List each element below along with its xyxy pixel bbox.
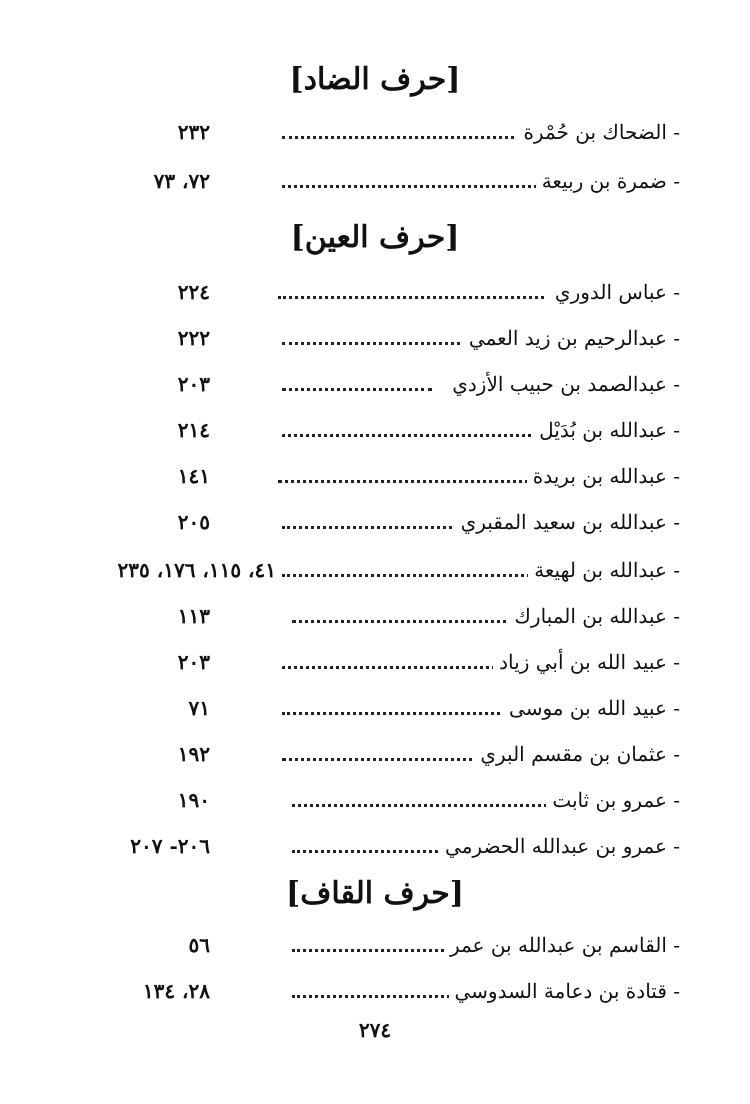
leader-dots bbox=[282, 136, 532, 139]
entry-pages: ٢٠٣ bbox=[177, 650, 210, 674]
entry-pages: ١١٣ bbox=[177, 604, 210, 628]
index-entry bbox=[0, 502, 750, 542]
entry-pages: ٧١ bbox=[188, 696, 210, 720]
index-entry bbox=[0, 642, 750, 682]
index-entry bbox=[0, 550, 750, 590]
index-entry bbox=[0, 826, 750, 866]
leader-dots bbox=[278, 296, 544, 299]
entry-pages: ٢٠٣ bbox=[177, 372, 210, 396]
index-entry bbox=[0, 410, 750, 450]
index-entry bbox=[0, 925, 750, 965]
entry-pages: ٧٢، ٧٣ bbox=[153, 169, 210, 193]
index-entry bbox=[0, 112, 750, 152]
index-entry bbox=[0, 688, 750, 728]
entry-name: - عبدالرحيم بن زيد العمي bbox=[463, 318, 680, 358]
index-entry bbox=[0, 734, 750, 774]
entry-name: - عبدالله بن بُدَيْل bbox=[533, 410, 680, 450]
leader-dots bbox=[292, 949, 462, 952]
leader-dots bbox=[292, 620, 532, 623]
leader-dots bbox=[278, 480, 536, 483]
leader-dots bbox=[282, 758, 492, 761]
leader-dots bbox=[282, 434, 537, 437]
entry-pages: ٢٣٢ bbox=[177, 120, 210, 144]
leader-dots bbox=[292, 995, 462, 998]
entry-pages: ٢٠٦- ٢٠٧ bbox=[130, 834, 210, 858]
entry-name: - قتادة بن دعامة السدوسي bbox=[449, 971, 681, 1011]
section-heading-dad: [حرف الضاد] bbox=[289, 62, 461, 97]
entry-pages: ٤١، ١١٥، ١٧٦، ٢٣٥ bbox=[117, 558, 276, 582]
index-entry bbox=[0, 596, 750, 636]
leader-dots bbox=[282, 388, 432, 391]
entry-pages: ١٩٢ bbox=[177, 742, 210, 766]
section-heading-qaf: [حرف القاف] bbox=[286, 876, 464, 911]
entry-name: - عبدالله بن سعيد المقبري bbox=[455, 502, 680, 542]
index-entry bbox=[0, 161, 750, 201]
index-entry bbox=[0, 780, 750, 820]
index-entry bbox=[0, 272, 750, 312]
entry-pages: ١٤١ bbox=[177, 464, 210, 488]
entry-pages: ٢٨، ١٣٤ bbox=[142, 979, 210, 1003]
leader-dots bbox=[282, 574, 542, 577]
section-heading-ayn: [حرف العين] bbox=[290, 220, 460, 255]
entry-name: - عبدالصمد بن حبيب الأزدي bbox=[446, 364, 680, 404]
leader-dots bbox=[282, 712, 517, 715]
entry-pages: ٢٠٥ bbox=[177, 510, 210, 534]
entry-pages: ٢١٤ bbox=[177, 418, 210, 442]
entry-name: - عبدالله بن بريدة bbox=[527, 456, 680, 496]
entry-name: - القاسم بن عبدالله بن عمر bbox=[444, 925, 680, 965]
entry-pages: ٢٢٢ bbox=[177, 326, 210, 350]
leader-dots bbox=[292, 804, 547, 807]
entry-name: - عبيد الله بن أبي زياد bbox=[493, 642, 680, 682]
entry-name: - عبيد الله بن موسى bbox=[503, 688, 680, 728]
entry-name: - عمرو بن ثابت bbox=[546, 780, 680, 820]
index-entry bbox=[0, 364, 750, 404]
page-number: ٢٧٤ bbox=[358, 1018, 392, 1042]
leader-dots bbox=[282, 526, 482, 529]
entry-name: - ضمرة بن ربيعة bbox=[536, 161, 680, 201]
leader-dots bbox=[282, 342, 472, 345]
entry-name: - عثمان بن مقسم البري bbox=[474, 734, 680, 774]
leader-dots bbox=[282, 185, 537, 188]
entry-name: - الضحاك بن حُمْرة bbox=[517, 112, 680, 152]
entry-name: - عباس الدوري bbox=[549, 272, 680, 312]
entry-pages: ١٩٠ bbox=[177, 788, 210, 812]
entry-pages: ٢٢٤ bbox=[177, 280, 210, 304]
index-entry bbox=[0, 971, 750, 1011]
entry-name: - عبدالله بن لهيعة bbox=[528, 550, 680, 590]
entry-name: - عمرو بن عبدالله الحضرمي bbox=[439, 826, 680, 866]
entry-name: - عبدالله بن المبارك bbox=[508, 596, 680, 636]
leader-dots bbox=[282, 666, 507, 669]
index-entry bbox=[0, 456, 750, 496]
index-entry bbox=[0, 318, 750, 358]
leader-dots bbox=[292, 850, 462, 853]
entry-pages: ٥٦ bbox=[188, 933, 210, 957]
